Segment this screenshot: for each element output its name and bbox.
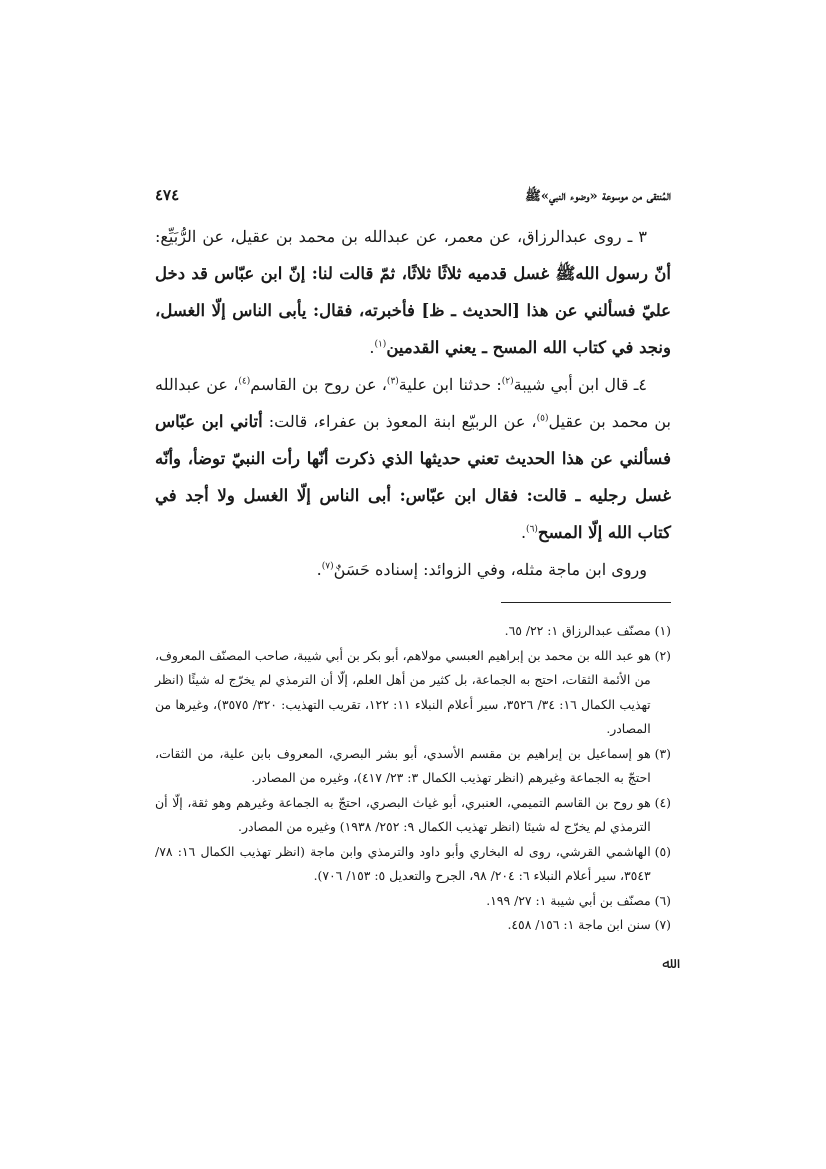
paragraph-5-text: وروى ابن ماجة مثله، وفي الزوائد: إسناده حَسَنٌ (333, 560, 647, 579)
footnote-1 (155, 619, 671, 644)
running-title: المُنتقى من موسوعة «وضوء النبي»ﷺ (525, 189, 671, 204)
paragraph-3-end: . (369, 338, 375, 357)
footnote-text: سنن ابن ماجة ١: ١٥٦/ ٤٥٨. (507, 917, 651, 932)
footnote-ref-6[interactable]: (٦) (526, 524, 538, 535)
paragraph-3-hadith: أنّ رسول اللهﷺ غسل قدميه ثلاثًا ثلاثًا، ثمّ قالت لنا: إنّ ابن عبّاس قد دخل عليّ فسألني عن هذا [الحديث ـ ظ] فأخبرته، فقال: يأبى الناس إلّا الغسل، ونجد في كتاب الله المسح ـ يعني القدمين (155, 264, 671, 357)
paragraph-3 (155, 218, 671, 366)
footnote-number: (١) (654, 623, 671, 638)
end-ornament-icon: ﷲ (662, 953, 671, 972)
page-header (155, 186, 671, 214)
footnote-text: هو عبد الله بن محمد بن إبراهيم العبسي مولاهم، أبو بكر بن أبي شيبة، صاحب المصنّف المعروف، من الأئمة الثقات، احتج به الجماعة، بل كثير من أهل العلم، إلّا أن الترمذي لم يخرّج له شيئًا (انظر تهذيب الكمال ١٦: ٣٤/ ٣٥٢٦، سير أعلام النبلاء ١١: ١٢٢، تقريب التهذيب: ٣٢٠/ ٣٥٧٥)، وغيرها من المصادر. (155, 647, 651, 736)
footnote-ref-4[interactable]: (٤) (238, 376, 251, 387)
footnote-text: الهاشمي القرشي، روى له البخاري وأبو داود والترمذي وابن ماجة (انظر تهذيب الكمال ١٦: ٧٨/ ٣٥٤٣، سير أعلام النبلاء ٦: ٢٠٤/ ٩٨، الجرح والتعديل ٥: ١٥٣/ ٧٠٦). (155, 843, 651, 883)
footnote-4 (155, 791, 671, 840)
paragraph-4-hadith: أتاني ابن عبّاس فسألني عن هذا الحديث تعني حديثها الذي ذكرت أنّها رأت النبيّ توضأ، وأنّه غسل رجليه ـ قالت: فقال ابن عبّاس: أبى الناس إلّا الغسل ولا أجد في كتاب الله إلّا المسح (155, 412, 671, 542)
footnote-text: مصنّف عبدالرزاق ١: ٢٢/ ٦٥. (504, 623, 651, 638)
footnote-7 (155, 913, 671, 938)
footnote-5 (155, 840, 671, 889)
footnote-number: (٧) (654, 917, 671, 932)
paragraph-4-text-5: ، عن الربيّع ابنة المعوذ بن عفراء، قالت: (262, 412, 537, 431)
paragraph-3-intro: ٣ ـ روى عبدالرزاق، عن معمر، عن عبدالله بن محمد بن عقيل، عن الرُّبَيِّع: (155, 227, 647, 246)
footnote-text: هو روح بن القاسم التميمي، العنبري، أبو غياث البصري، احتجّ به الجماعة وغيرهم وهو ثقة، إلّا أن الترمذي لم يخرّج له شيئا (انظر تهذيب الكمال ٩: ٢٥٢/ ١٩٣٨) وغيره من المصادر. (155, 794, 651, 834)
footnote-number: (٤) (654, 794, 671, 810)
paragraph-4-end: . (520, 523, 527, 542)
footnote-ref-2[interactable]: (٢) (501, 376, 514, 387)
page-number: ٤٧٤ (155, 186, 180, 204)
footnote-ref-3[interactable]: (٣) (386, 376, 399, 387)
paragraph-5-end: . (316, 560, 322, 579)
footnote-number: (٣) (654, 745, 671, 761)
paragraph-5 (155, 551, 671, 588)
paragraph-4-text-2: : حدثنا ابن علية (398, 375, 502, 394)
footnote-number: (٦) (654, 892, 671, 908)
footnote-6 (155, 889, 671, 914)
footnote-number: (٢) (654, 647, 671, 663)
footnote-text: هو إسماعيل بن إبراهيم بن مقسم الأسدي، أبو بشر البصري، المعروف بابن علية، من الثقات، احتجّ به الجماعة وغيرهم (انظر تهذيب الكمال ٣: ٢٣/ ٤١٧)، وغيره من المصادر. (155, 745, 651, 785)
footnote-2 (155, 644, 671, 742)
paragraph-4 (155, 366, 671, 551)
footnotes (155, 619, 671, 938)
paragraph-4-text-4: ، عن عبدالله بن محمد بن عقيل (155, 375, 671, 431)
footnote-ref-1[interactable]: (١) (374, 339, 387, 350)
paragraph-4-text-1: ٤ـ قال ابن أبي شيبة (513, 375, 648, 394)
footnote-text: مصنّف بن أبي شيبة ١: ٢٧/ ١٩٩. (486, 892, 651, 908)
footnote-3 (155, 742, 671, 791)
paragraph-4-text-3: ، عن روح بن القاسم (250, 375, 387, 394)
footnote-ref-7[interactable]: (٧) (321, 561, 334, 572)
book-page (155, 186, 671, 972)
main-text (155, 218, 671, 588)
footnote-divider (501, 602, 671, 603)
footnote-ref-5[interactable]: (٥) (536, 413, 549, 424)
footnote-number: (٥) (654, 843, 671, 859)
